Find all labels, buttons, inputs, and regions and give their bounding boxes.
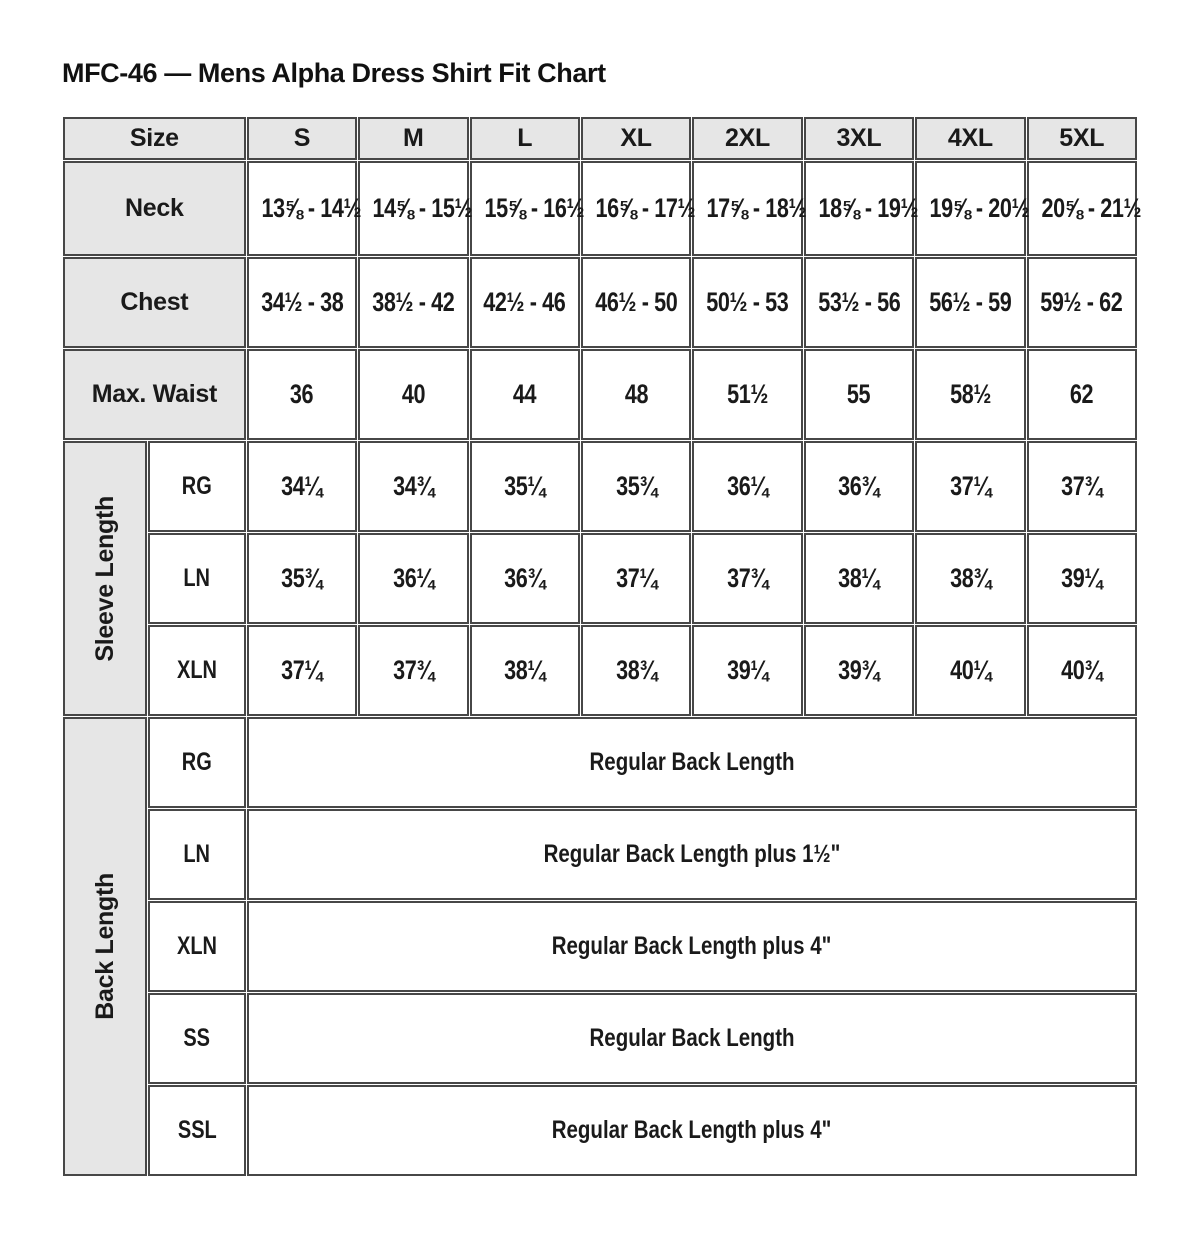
chest-value-cell: 38½ - 42 — [358, 257, 468, 348]
chest-value-cell: 42½ - 46 — [470, 257, 580, 348]
back-ssl-text-cell: Regular Back Length plus 4" — [247, 1085, 1137, 1176]
neck-value-cell: 16⅝ - 17½ — [581, 161, 691, 256]
back-ss-row — [63, 993, 1137, 1084]
back-ln-label-cell: LN — [148, 809, 245, 900]
back-section-label: Back Length — [90, 873, 119, 1020]
sleeve-xln-label-cell: XLN — [148, 625, 245, 716]
sleeve-section-label-cell — [63, 441, 147, 716]
neck-row — [63, 161, 1137, 256]
back-xln-text-cell: Regular Back Length plus 4" — [247, 901, 1137, 992]
waist-row-label-cell — [63, 349, 246, 440]
waist-row-label: Max. Waist — [91, 380, 217, 408]
back-ln-text-cell: Regular Back Length plus 1½" — [247, 809, 1137, 900]
sleeve-value-cell: 35¼ — [470, 441, 580, 532]
sleeve-value-cell: 40¼ — [915, 625, 1025, 716]
size-col-header: 5XL — [1027, 117, 1137, 160]
size-col-header: 3XL — [804, 117, 914, 160]
waist-value-cell: 36 — [247, 349, 357, 440]
chest-value-cell: 56½ - 59 — [915, 257, 1025, 348]
sleeve-value-cell: 37¾ — [1027, 441, 1137, 532]
sleeve-value-cell: 34¾ — [358, 441, 468, 532]
sleeve-value-cell: 36¼ — [358, 533, 468, 624]
neck-value-cell: 15⅝ - 16½ — [470, 161, 580, 256]
header-row — [63, 117, 1137, 160]
chest-row — [63, 257, 1137, 348]
size-col-header: 2XL — [692, 117, 802, 160]
chest-value-cell: 46½ - 50 — [581, 257, 691, 348]
waist-value-cell: 55 — [804, 349, 914, 440]
size-col-header: 4XL — [915, 117, 1025, 160]
neck-value-cell: 20⅝ - 21½ — [1027, 161, 1137, 256]
sleeve-value-cell: 35¾ — [581, 441, 691, 532]
chest-value-cell: 53½ - 56 — [804, 257, 914, 348]
back-rg-label-cell: RG — [148, 717, 245, 808]
waist-value-cell: 40 — [358, 349, 468, 440]
sleeve-value-cell: 38¼ — [804, 533, 914, 624]
waist-value-cell: 62 — [1027, 349, 1137, 440]
neck-value-cell: 19⅝ - 20½ — [915, 161, 1025, 256]
chest-value-cell: 50½ - 53 — [692, 257, 802, 348]
back-xln-row — [63, 901, 1137, 992]
sleeve-value-cell: 36¼ — [692, 441, 802, 532]
sleeve-value-cell: 37¾ — [692, 533, 802, 624]
chest-row-label: Chest — [120, 288, 189, 316]
waist-value-cell: 44 — [470, 349, 580, 440]
back-ss-label-cell: SS — [148, 993, 245, 1084]
sleeve-value-cell: 37¼ — [915, 441, 1025, 532]
sleeve-value-cell: 39¼ — [1027, 533, 1137, 624]
chest-value-cell: 59½ - 62 — [1027, 257, 1137, 348]
sleeve-value-cell: 40¾ — [1027, 625, 1137, 716]
waist-value-cell: 58½ — [915, 349, 1025, 440]
neck-value-cell: 13⅝ - 14½ — [247, 161, 357, 256]
sleeve-value-cell: 35¾ — [247, 533, 357, 624]
size-header-cell — [63, 117, 246, 160]
neck-value-cell: 14⅝ - 15½ — [358, 161, 468, 256]
back-ssl-row — [63, 1085, 1137, 1176]
neck-value-cell: 17⅝ - 18½ — [692, 161, 802, 256]
waist-value-cell: 48 — [581, 349, 691, 440]
back-xln-label-cell: XLN — [148, 901, 245, 992]
sleeve-value-cell: 37¼ — [581, 533, 691, 624]
waist-row — [63, 349, 1137, 440]
sleeve-value-cell: 36¾ — [470, 533, 580, 624]
size-header-label: Size — [129, 124, 179, 152]
size-col-header: M — [358, 117, 468, 160]
back-ss-text-cell: Regular Back Length — [247, 993, 1137, 1084]
sleeve-section-label: Sleeve Length — [90, 495, 119, 662]
sleeve-value-cell: 38¼ — [470, 625, 580, 716]
back-rg-text-cell: Regular Back Length — [247, 717, 1137, 808]
neck-row-label: Neck — [125, 194, 184, 222]
back-rg-row — [63, 717, 1137, 808]
sleeve-value-cell: 38¾ — [915, 533, 1025, 624]
sleeve-value-cell: 39¼ — [692, 625, 802, 716]
size-col-header: S — [247, 117, 357, 160]
fit-chart-table — [62, 116, 1141, 1177]
sleeve-ln-row — [63, 533, 1137, 624]
sleeve-value-cell: 37¾ — [358, 625, 468, 716]
sleeve-ln-label-cell: LN — [148, 533, 245, 624]
page-title: MFC-46 — Mens Alpha Dress Shirt Fit Chart — [62, 58, 606, 88]
sleeve-rg-label-cell: RG — [148, 441, 245, 532]
size-col-header: XL — [581, 117, 691, 160]
neck-row-label-cell — [63, 161, 246, 256]
sleeve-value-cell: 37¼ — [247, 625, 357, 716]
sleeve-rg-row — [63, 441, 1137, 532]
chest-value-cell: 34½ - 38 — [247, 257, 357, 348]
back-section-label-cell — [63, 717, 147, 1176]
waist-value-cell: 51½ — [692, 349, 802, 440]
back-ln-row — [63, 809, 1137, 900]
sleeve-xln-row — [63, 625, 1137, 716]
back-ssl-label-cell: SSL — [148, 1085, 245, 1176]
sleeve-value-cell: 39¾ — [804, 625, 914, 716]
sleeve-value-cell: 36¾ — [804, 441, 914, 532]
sleeve-value-cell: 34¼ — [247, 441, 357, 532]
neck-value-cell: 18⅝ - 19½ — [804, 161, 914, 256]
chest-row-label-cell — [63, 257, 246, 348]
size-col-header: L — [470, 117, 580, 160]
sleeve-value-cell: 38¾ — [581, 625, 691, 716]
